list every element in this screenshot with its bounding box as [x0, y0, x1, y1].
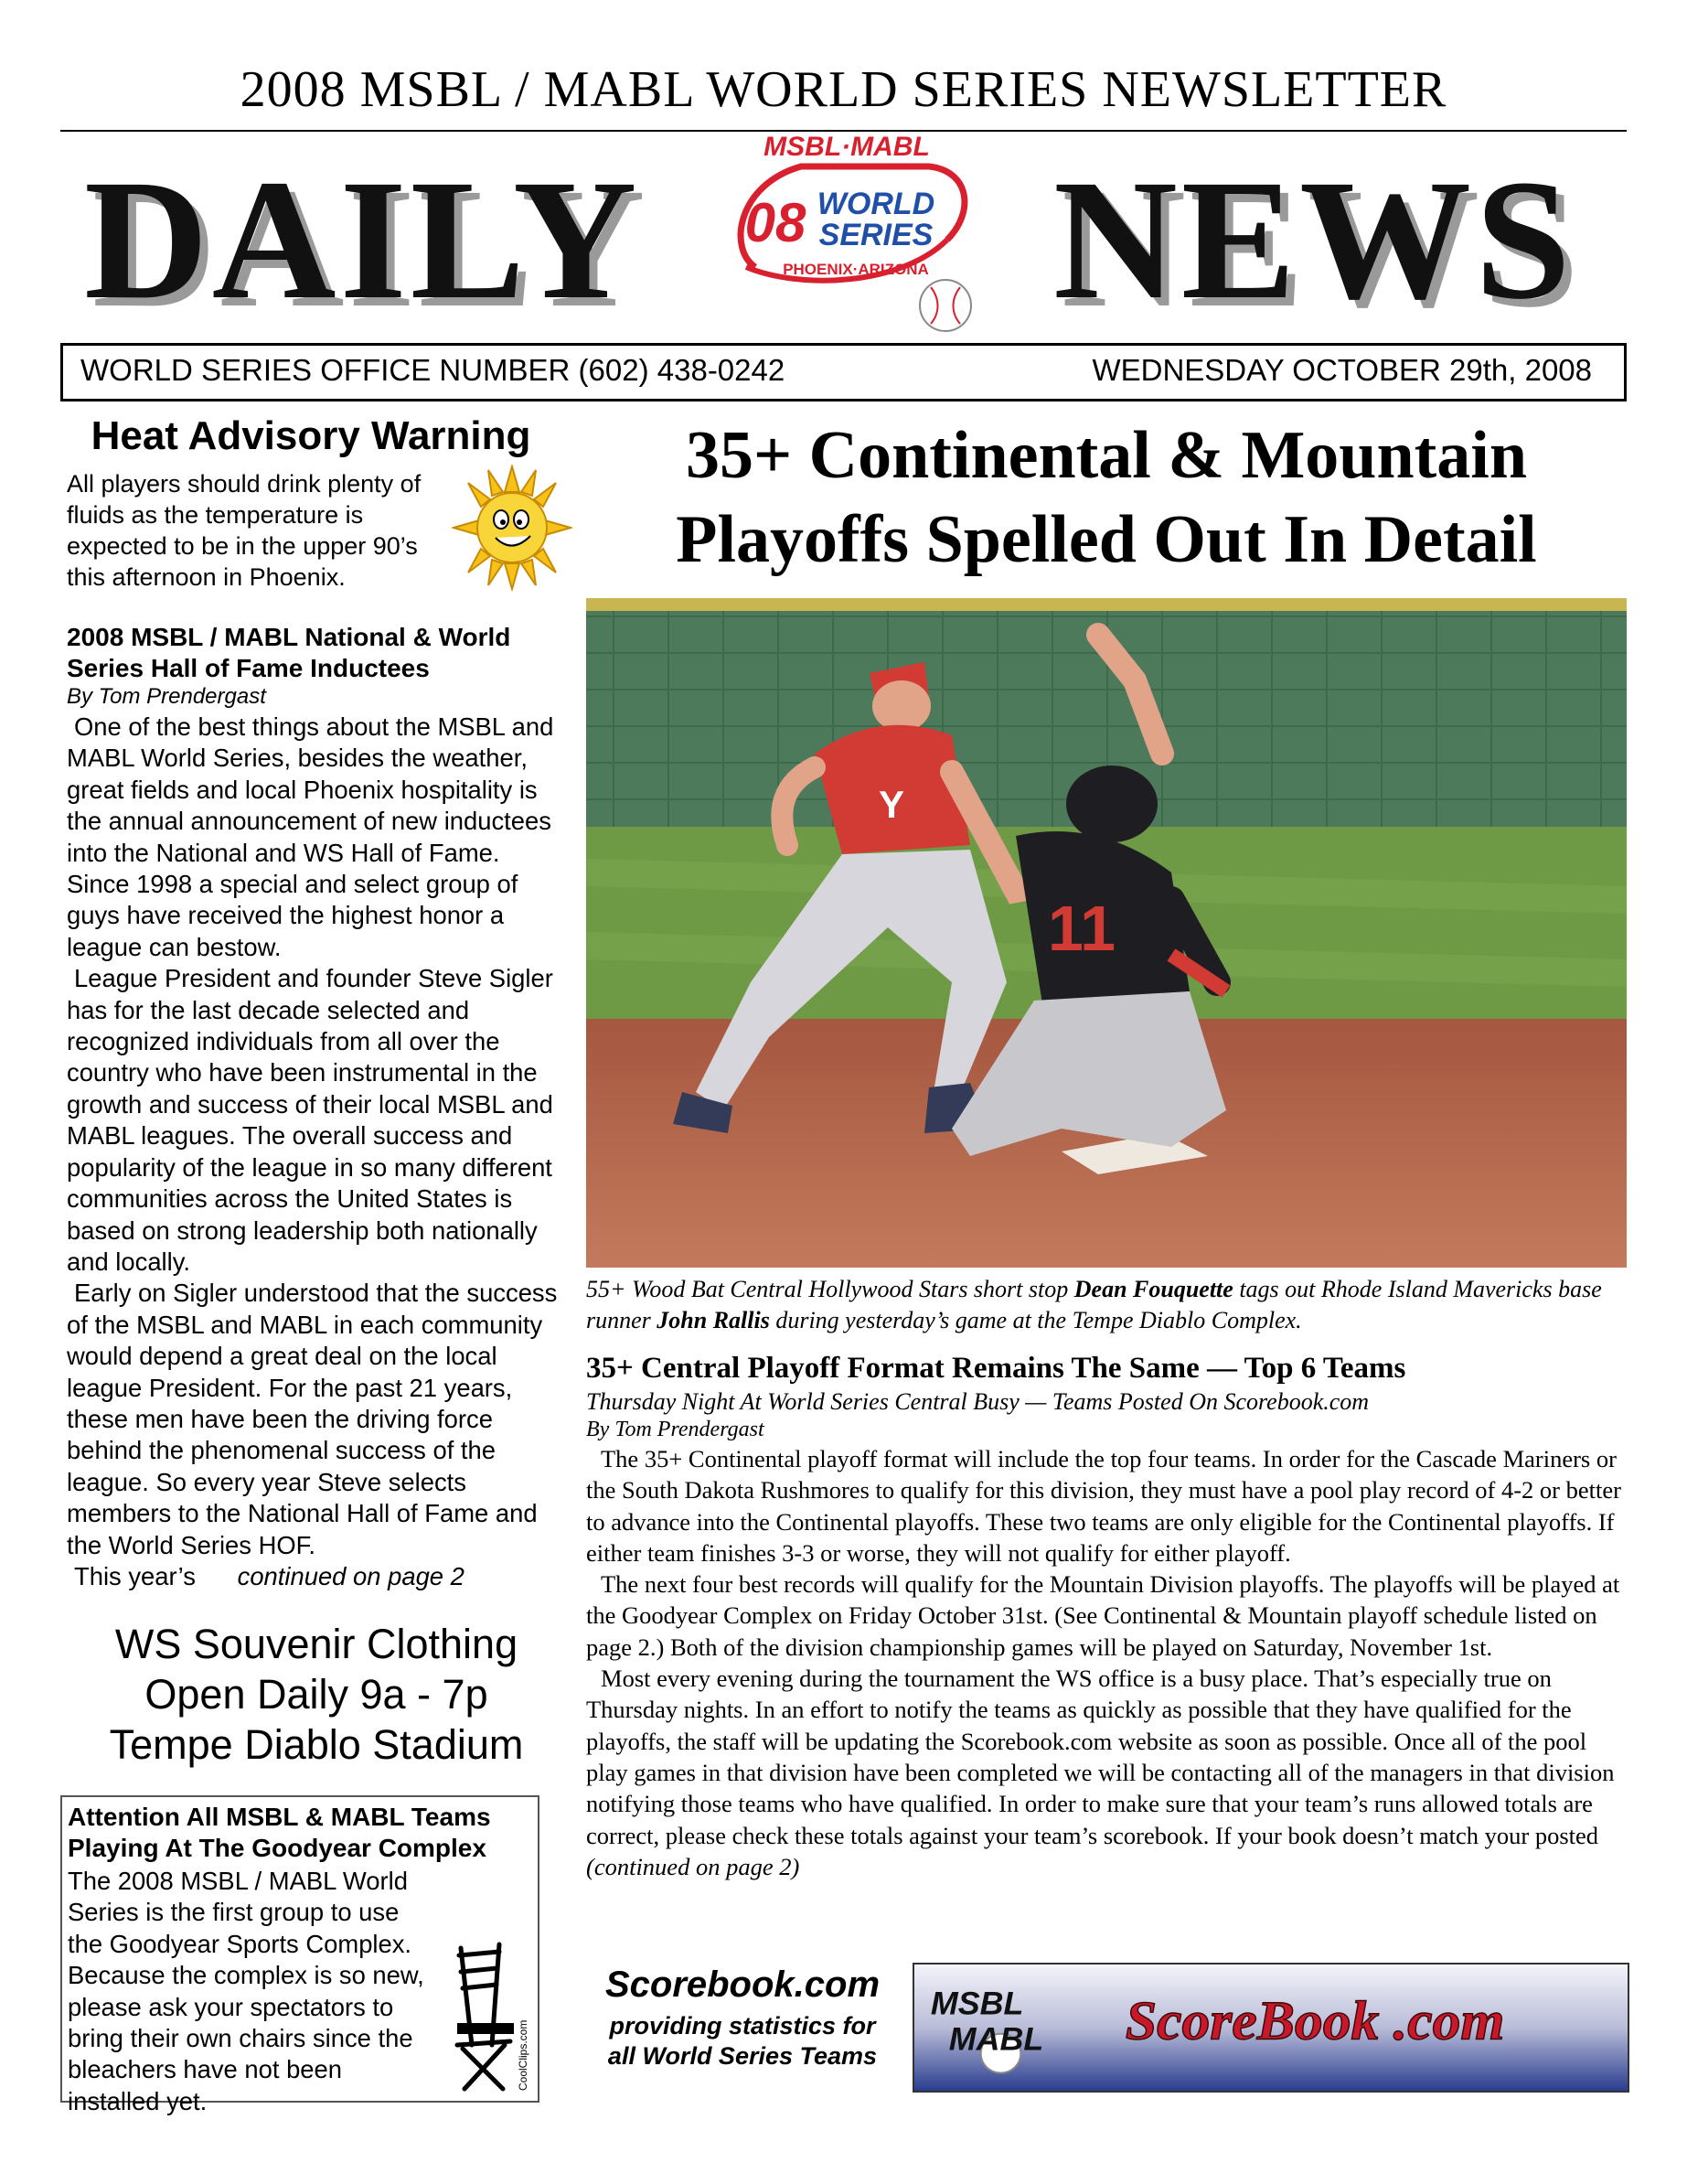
banner-scorebook-text: ScoreBook .com — [1125, 1991, 1505, 2052]
scorebook-tagline-2: all World Series Teams — [607, 2042, 878, 2070]
souvenir-line3: Tempe Diablo Stadium — [109, 1721, 524, 1768]
caption-part3: during yesterday’s game at the Tempe Diablo Complex. — [769, 1307, 1302, 1333]
article-paragraph: The next four best records will qualify for the Mountain Division playoffs. The playoffs will be played at the Goodyear Complex on Friday October 31st. (See Continental & Mountain playoff schedule listed on page 2.) Both of the division championship games will be played on Saturday, November 1st. — [586, 1570, 1620, 1661]
scorebook-banner[interactable] — [913, 1963, 1629, 2093]
hof-title: 2008 MSBL / MABL National & World Series Hall of Fame Inductees — [67, 623, 511, 682]
article-paragraph: The 35+ Continental playoff format will include the top four teams. In order for the Cascade Mariners or the South Dakota Rushmores to qualify for this division, they must have a pool play record of 4-2 or better to advance into the Continental playoffs. These two teams are only eligible for the Continental playoffs. If either team finishes 3-3 or worse, they will not qualify for either playoff. — [586, 1445, 1621, 1567]
game-photo — [586, 598, 1627, 1268]
logo-year: 08 — [744, 192, 806, 253]
scorebook-tagline — [585, 2011, 900, 2072]
caption-name2: John Rallis — [657, 1307, 770, 1333]
hof-last-line — [67, 1561, 568, 1592]
runner-number: 11 — [1048, 893, 1116, 964]
scorebook-promo — [585, 1965, 900, 2072]
chair-credit: CoolClips.com — [517, 2019, 529, 2091]
hof-continued: continued on page 2 — [237, 1561, 464, 1590]
headline-line2: Playoffs Spelled Out In Detail — [676, 502, 1537, 577]
caption-part2: tags out Rhode Island Mavericks base runner — [586, 1276, 1602, 1333]
banner-logo-top: MSBL — [930, 1985, 1024, 2022]
article-subtitle: Thursday Night At World Series Central Busy — Teams Posted On Scorebook.com — [586, 1388, 1370, 1415]
headline-line1: 35+ Continental & Mountain — [686, 418, 1527, 493]
baseball-icon — [920, 280, 971, 331]
logo-event-line2: SERIES — [818, 218, 934, 252]
heat-advisory-text: All players should drink plenty of fluids as the temperature is expected to be in the upper 90’s this afternoon in Phoenix. — [67, 470, 422, 591]
photo-caption — [586, 1274, 1628, 1336]
attention-body: The 2008 MSBL / MABL World Series is the first group to use the Goodyear Sports Complex. Because the complex is so new, please ask your spectators to bring their own chairs since the bleachers have not been installed yet. — [68, 1867, 424, 2115]
hof-byline: By Tom Prendergast — [67, 684, 266, 709]
sun-icon — [452, 465, 572, 591]
logo-event-line1: WORLD — [817, 187, 935, 221]
main-headline — [585, 413, 1628, 582]
caption-part1: 55+ Wood Bat Central Hollywood Stars short stop — [586, 1276, 1074, 1302]
masthead-daily: DAILY — [84, 144, 641, 335]
newsletter-kicker: 2008 MSBL / MABL WORLD SERIES NEWSLETTER — [240, 61, 1447, 118]
logo-league: MSBL·MABL — [763, 132, 930, 162]
logo-location: PHOENIX·ARIZONA — [783, 261, 929, 278]
hof-last-start: This year’s — [74, 1561, 196, 1590]
caption-name1: Dean Fouquette — [1073, 1276, 1233, 1302]
souvenir-line1: WS Souvenir Clothing — [114, 1621, 518, 1667]
article-byline: By Tom Prendergast — [586, 1418, 764, 1441]
fielder-jersey-mark: Y — [879, 783, 905, 826]
scorebook-name[interactable]: Scorebook.com — [604, 1965, 881, 2005]
article-continued: (continued on page 2) — [586, 1852, 800, 1880]
hof-paragraph: League President and founder Steve Sigler has for the last decade selected and recognized individuals from all over the country who have been instrumental in the growth and success of their local MSBL and MABL leagues. The overall success and popularity of the league in so many different communities across the United States is based on strong leadership both nationally and locally. — [67, 964, 553, 1276]
souvenir-notice — [55, 1619, 578, 1770]
article-body — [586, 1443, 1628, 1882]
issue-date: WEDNESDAY OCTOBER 29th, 2008 — [1092, 353, 1592, 387]
souvenir-line2: Open Daily 9a - 7p — [144, 1671, 488, 1718]
article-title: 35+ Central Playoff Format Remains The Same — Top 6 Teams — [586, 1352, 1406, 1385]
article-paragraph-last — [586, 1663, 1628, 1882]
heat-advisory-title: Heat Advisory Warning — [91, 413, 531, 458]
hof-paragraph: Early on Sigler understood that the success of the MSBL and MABL in each community would depend a great deal on the local league President. For the past 21 years, these men have been the driving force behind the phenomenal success of the league. So every year Steve selects members to the National Hall of Fame and the World Series HOF. — [67, 1279, 558, 1559]
world-series-logo — [719, 130, 975, 340]
article-p3: Most every evening during the tournament the WS office is a busy place. That’s especially true on Thursday nights. In an effort to notify the teams as quickly as possible that they have qualified for the playoffs, the staff will be updating the Scorebook.com website as soon as possible. Once all of the pool play games in that division have been completed we will be contacting all of the managers in that division notifying those teams who have qualified. In order to make sure that your team’s runs allowed totals are correct, please check these totals against your team’s scorebook. If your book doesn’t match your posted — [586, 1665, 1615, 1849]
banner-logo-bottom: MABL — [948, 2020, 1044, 2058]
attention-title: Attention All MSBL & MABL Teams Playing At The Goodyear Complex — [68, 1803, 491, 1862]
hof-paragraph: One of the best things about the MSBL and MABL World Series, besides the weather, great fields and local Phoenix hospitality is the annual announcement of new inductees into the National and WS Hall of Fame. Since 1998 a special and select group of guys have received the highest honor a league can bestow. — [67, 712, 554, 961]
scorebook-tagline-1: providing statistics for — [609, 2012, 876, 2039]
masthead-news: NEWS — [1053, 144, 1575, 335]
office-number: WORLD SERIES OFFICE NUMBER (602) 438-0242 — [80, 353, 785, 387]
director-chair-icon — [452, 1935, 536, 2096]
hof-body — [67, 712, 568, 1592]
